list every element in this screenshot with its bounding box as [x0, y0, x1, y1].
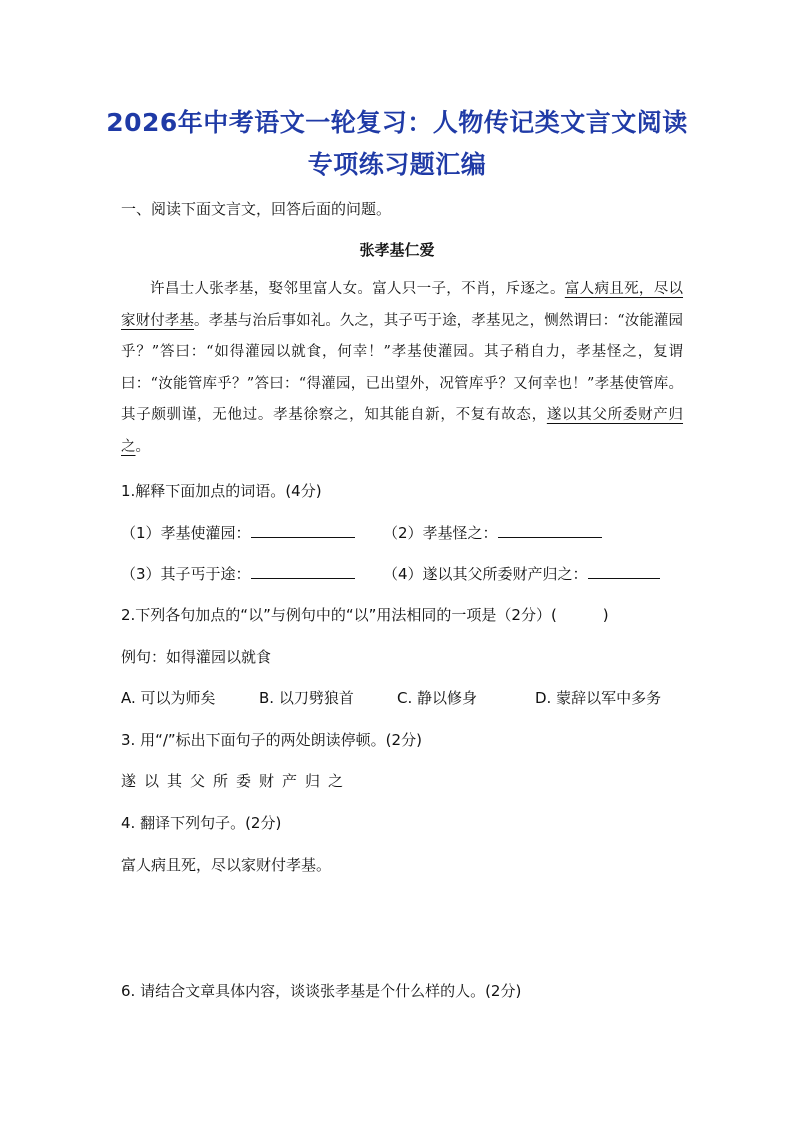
question-1-stem: 1.解释下面加点的词语。(4分) — [121, 482, 322, 500]
q2-option-a: A. 可以为师矣 — [121, 689, 216, 707]
question-6-stem: 6. 请结合文章具体内容，谈谈张孝基是个什么样的人。(2分) — [121, 982, 522, 1000]
question-4-stem: 4. 翻译下列句子。(2分) — [121, 814, 282, 832]
q3-sentence: 遂以其父所委财产归之 — [121, 772, 352, 790]
q1-item-4-label: （4）遂以其父所委财产归之： — [383, 565, 588, 583]
q1-item-1 — [121, 521, 355, 543]
passage-text-3: 。 — [135, 438, 150, 455]
underlined-sentence-1: 富人病且死，尽以家财付孝基 — [121, 281, 684, 329]
q2-option-d: D. 蒙辞以军中多务 — [535, 689, 662, 707]
q2-stem-text: 2.下列各句加点的“以”与例句中的“以”用法相同的一项是（2分）( — [121, 606, 557, 624]
q1-item-3-label: （3）其子丐于途： — [121, 565, 251, 583]
q2-stem-close: ) — [602, 606, 609, 624]
passage-text-1: 许昌士人张孝基，娶邻里富人女。富人只一子，不肖，斥逐之。 — [150, 281, 565, 297]
section-heading: 一、阅读下面文言文，回答后面的问题。 — [121, 200, 392, 218]
q1-answer-blank-3[interactable] — [251, 562, 355, 579]
document-title-line2: 专项练习题汇编 — [307, 150, 487, 179]
q1-item-1-label: （1）孝基使灌园： — [121, 524, 251, 542]
q1-item-2 — [383, 521, 602, 543]
passage-title: 张孝基仁爱 — [359, 241, 435, 259]
q1-answer-blank-1[interactable] — [251, 521, 355, 538]
q2-option-b: B. 以刀劈狼首 — [259, 689, 354, 707]
document-title-line1: 2026年中考语文一轮复习：人物传记类文言文阅读 — [106, 108, 688, 137]
underlined-sentence-2: 遂以其父所委财产归之 — [121, 407, 684, 455]
q4-sentence: 富人病且死，尽以家财付孝基。 — [121, 856, 332, 874]
question-2-stem — [121, 604, 609, 625]
passage-text-2: 。孝基与治后事如礼。久之，其子丐于途，孝基见之，恻然谓曰：“汝能灌园乎？”答曰：“如得灌园以就食，何幸！”孝基使灌园。其子稍自力，孝基怪之，复谓曰：“汝能管库乎？”答曰：“得灌园，已出望外，况管库乎？又何幸也！”孝基使管库。其子颇驯谨，无他过。孝基徐察之，知其能自新，不复有故态， — [121, 312, 684, 423]
q2-option-c: C. 静以修身 — [397, 689, 478, 707]
question-3-stem: 3. 用“/”标出下面句子的两处朗读停顿。(2分) — [121, 731, 422, 749]
q2-example: 例句：如得灌园以就食 — [121, 648, 272, 666]
q1-item-4 — [383, 562, 660, 584]
q1-answer-blank-2[interactable] — [498, 521, 602, 538]
q1-item-2-label: （2）孝基怪之： — [383, 524, 498, 542]
classical-passage — [121, 274, 683, 463]
q1-item-3 — [121, 562, 355, 584]
q1-answer-blank-4[interactable] — [588, 562, 660, 579]
